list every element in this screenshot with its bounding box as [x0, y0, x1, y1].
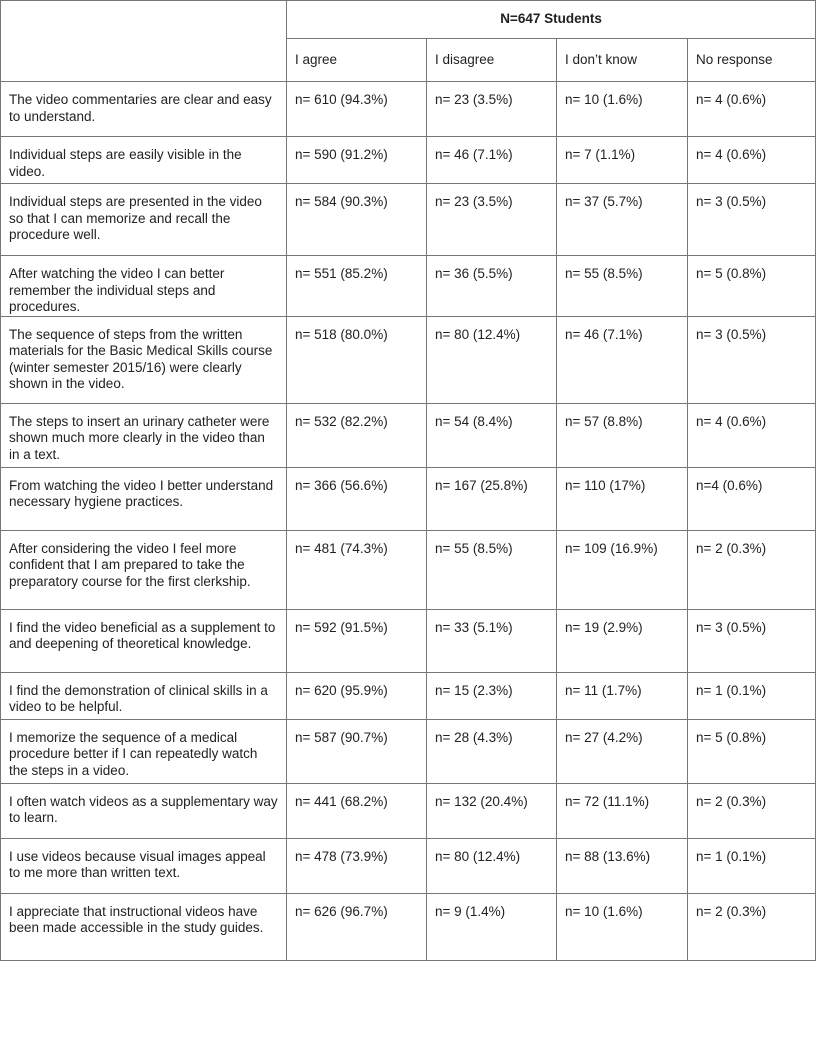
value-cell-disagree: n= 80 (12.4%) — [427, 316, 557, 403]
value-cell-disagree: n= 23 (3.5%) — [427, 184, 557, 256]
value-cell-dont-know: n= 109 (16.9%) — [557, 530, 688, 609]
statement-cell: Individual steps are easily visible in the video. — [1, 137, 287, 184]
table-row — [1, 316, 816, 403]
statement-cell: The steps to insert an urinary catheter were shown much more clearly in the video than in a text. — [1, 403, 287, 467]
statement-cell: I often watch videos as a supplementary way to learn. — [1, 783, 287, 838]
value-cell-agree: n= 478 (73.9%) — [287, 838, 427, 893]
value-cell-disagree: n= 80 (12.4%) — [427, 838, 557, 893]
value-cell-agree: n= 587 (90.7%) — [287, 719, 427, 783]
column-header-dont-know: I don’t know — [557, 39, 688, 82]
value-cell-no-response: n= 1 (0.1%) — [688, 838, 816, 893]
table-row — [1, 184, 816, 256]
table-row — [1, 893, 816, 960]
value-cell-agree: n= 481 (74.3%) — [287, 530, 427, 609]
value-cell-no-response: n=4 (0.6%) — [688, 467, 816, 530]
value-cell-dont-know: n= 11 (1.7%) — [557, 672, 688, 719]
value-cell-dont-know: n= 110 (17%) — [557, 467, 688, 530]
value-cell-agree: n= 592 (91.5%) — [287, 609, 427, 672]
value-cell-dont-know: n= 57 (8.8%) — [557, 403, 688, 467]
value-cell-dont-know: n= 37 (5.7%) — [557, 184, 688, 256]
table-row — [1, 137, 816, 184]
statement-cell: I find the video beneficial as a supplement to and deepening of theoretical knowledge. — [1, 609, 287, 672]
value-cell-agree: n= 620 (95.9%) — [287, 672, 427, 719]
value-cell-disagree: n= 23 (3.5%) — [427, 82, 557, 137]
value-cell-no-response: n= 4 (0.6%) — [688, 403, 816, 467]
table-row — [1, 838, 816, 893]
statement-cell: I use videos because visual images appeal to me more than written text. — [1, 838, 287, 893]
value-cell-agree: n= 590 (91.2%) — [287, 137, 427, 184]
value-cell-agree: n= 610 (94.3%) — [287, 82, 427, 137]
value-cell-agree: n= 366 (56.6%) — [287, 467, 427, 530]
statement-cell: The sequence of steps from the written materials for the Basic Medical Skills course (winter semester 2015/16) were clearly shown in the video. — [1, 316, 287, 403]
table-row — [1, 719, 816, 783]
column-header-no-response: No response — [688, 39, 816, 82]
value-cell-no-response: n= 3 (0.5%) — [688, 316, 816, 403]
column-header-disagree: I disagree — [427, 39, 557, 82]
value-cell-disagree: n= 46 (7.1%) — [427, 137, 557, 184]
value-cell-dont-know: n= 19 (2.9%) — [557, 609, 688, 672]
statement-cell: After considering the video I feel more confident that I am prepared to take the preparatory course for the first clerkship. — [1, 530, 287, 609]
value-cell-agree: n= 532 (82.2%) — [287, 403, 427, 467]
value-cell-disagree: n= 54 (8.4%) — [427, 403, 557, 467]
statement-cell: Individual steps are presented in the video so that I can memorize and recall the procedure well. — [1, 184, 287, 256]
value-cell-no-response: n= 2 (0.3%) — [688, 893, 816, 960]
table-row — [1, 82, 816, 137]
table-row — [1, 783, 816, 838]
statement-cell: I find the demonstration of clinical skills in a video to be helpful. — [1, 672, 287, 719]
statement-cell: I appreciate that instructional videos have been made accessible in the study guides. — [1, 893, 287, 960]
statement-cell: From watching the video I better understand necessary hygiene practices. — [1, 467, 287, 530]
value-cell-disagree: n= 33 (5.1%) — [427, 609, 557, 672]
value-cell-no-response: n= 5 (0.8%) — [688, 719, 816, 783]
value-cell-dont-know: n= 55 (8.5%) — [557, 256, 688, 317]
table-row — [1, 672, 816, 719]
value-cell-no-response: n= 3 (0.5%) — [688, 609, 816, 672]
table-row — [1, 467, 816, 530]
table-row — [1, 256, 816, 317]
value-cell-no-response: n= 1 (0.1%) — [688, 672, 816, 719]
value-cell-agree: n= 441 (68.2%) — [287, 783, 427, 838]
column-header-agree: I agree — [287, 39, 427, 82]
value-cell-disagree: n= 55 (8.5%) — [427, 530, 557, 609]
value-cell-disagree: n= 132 (20.4%) — [427, 783, 557, 838]
table-row — [1, 609, 816, 672]
value-cell-no-response: n= 4 (0.6%) — [688, 137, 816, 184]
value-cell-no-response: n= 2 (0.3%) — [688, 783, 816, 838]
value-cell-disagree: n= 28 (4.3%) — [427, 719, 557, 783]
group-header: N=647 Students — [287, 1, 816, 39]
value-cell-dont-know: n= 46 (7.1%) — [557, 316, 688, 403]
value-cell-disagree: n= 36 (5.5%) — [427, 256, 557, 317]
value-cell-dont-know: n= 88 (13.6%) — [557, 838, 688, 893]
value-cell-no-response: n= 5 (0.8%) — [688, 256, 816, 317]
table-row — [1, 403, 816, 467]
value-cell-dont-know: n= 72 (11.1%) — [557, 783, 688, 838]
value-cell-disagree: n= 15 (2.3%) — [427, 672, 557, 719]
statement-cell: After watching the video I can better remember the individual steps and procedures. — [1, 256, 287, 317]
value-cell-no-response: n= 4 (0.6%) — [688, 82, 816, 137]
value-cell-dont-know: n= 27 (4.2%) — [557, 719, 688, 783]
value-cell-agree: n= 518 (80.0%) — [287, 316, 427, 403]
statement-cell: I memorize the sequence of a medical procedure better if I can repeatedly watch the steps in a video. — [1, 719, 287, 783]
value-cell-disagree: n= 9 (1.4%) — [427, 893, 557, 960]
value-cell-no-response: n= 2 (0.3%) — [688, 530, 816, 609]
value-cell-dont-know: n= 10 (1.6%) — [557, 82, 688, 137]
value-cell-disagree: n= 167 (25.8%) — [427, 467, 557, 530]
value-cell-agree: n= 551 (85.2%) — [287, 256, 427, 317]
table-row — [1, 530, 816, 609]
statement-header-cell — [1, 1, 287, 82]
value-cell-dont-know: n= 7 (1.1%) — [557, 137, 688, 184]
value-cell-dont-know: n= 10 (1.6%) — [557, 893, 688, 960]
value-cell-agree: n= 584 (90.3%) — [287, 184, 427, 256]
statement-cell: The video commentaries are clear and easy to understand. — [1, 82, 287, 137]
value-cell-no-response: n= 3 (0.5%) — [688, 184, 816, 256]
value-cell-agree: n= 626 (96.7%) — [287, 893, 427, 960]
